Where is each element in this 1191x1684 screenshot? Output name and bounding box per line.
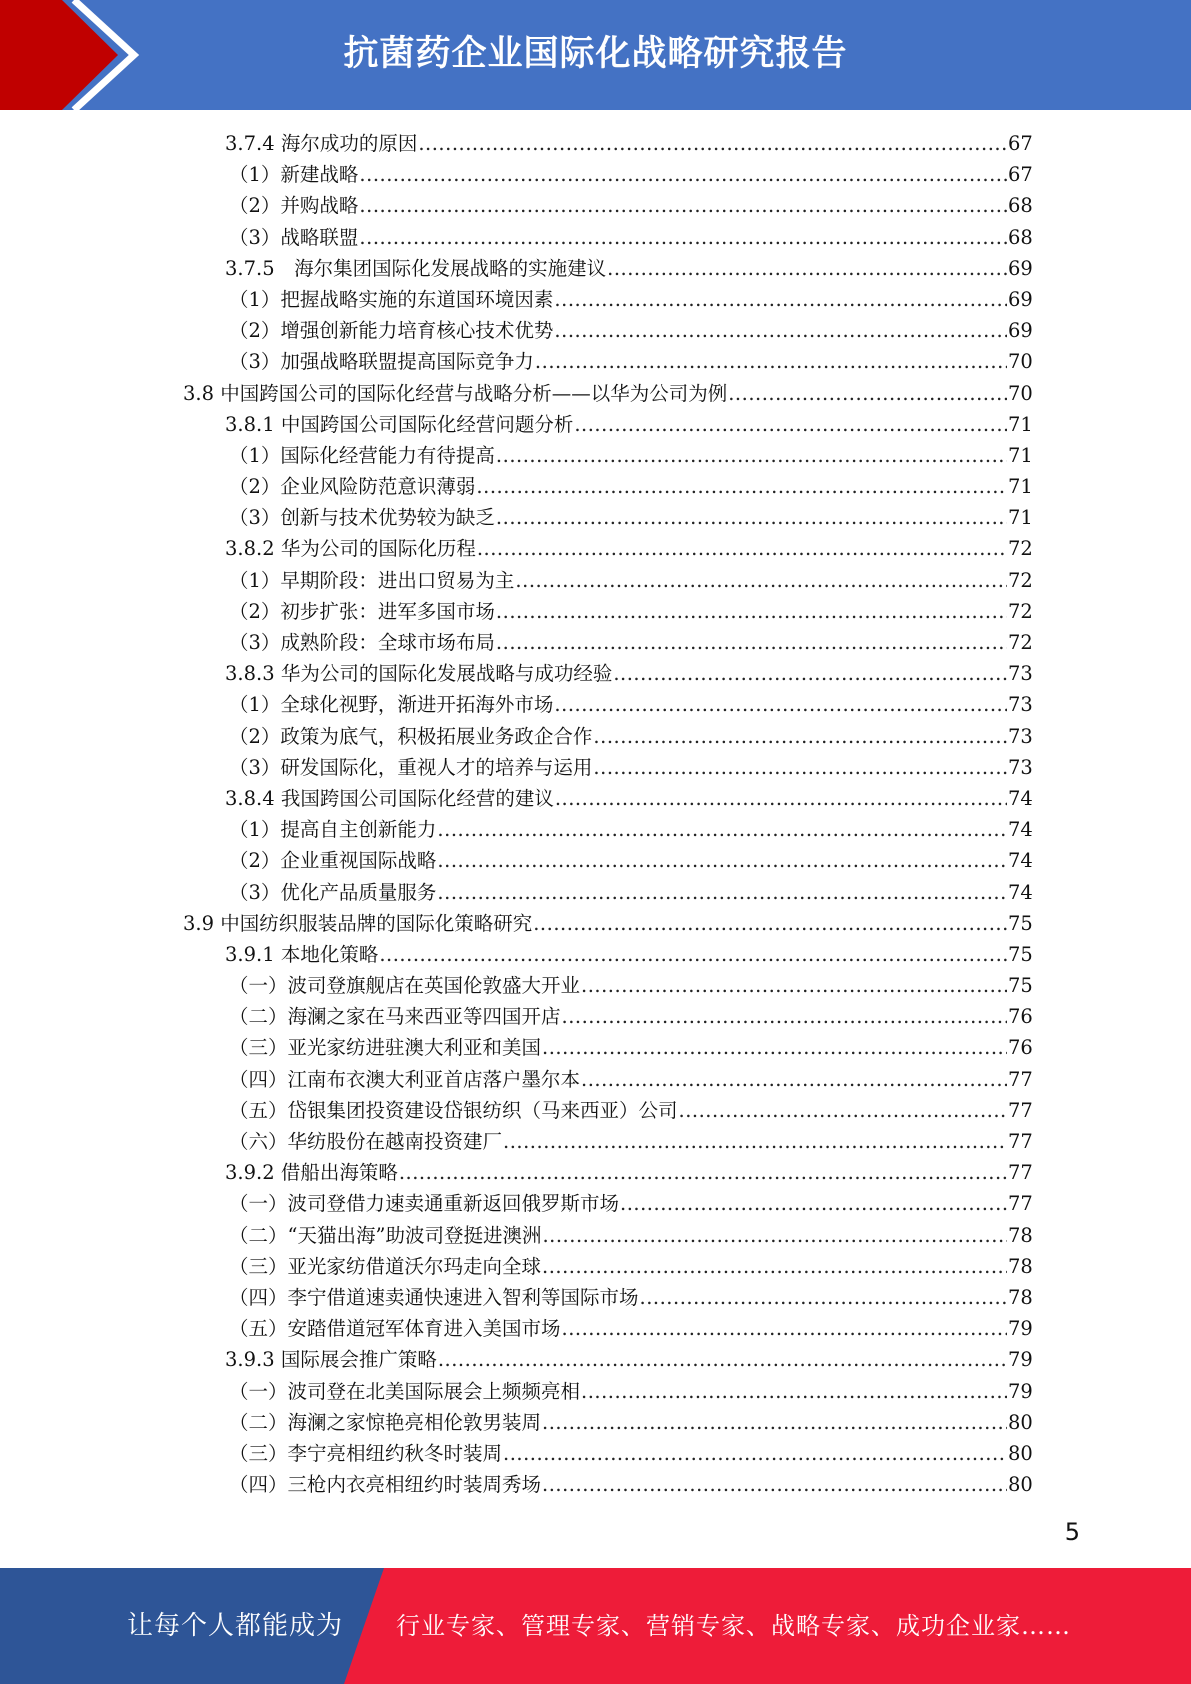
toc-entry[interactable]	[229, 440, 1191, 471]
toc-entry-title: （2）企业重视国际战略	[229, 849, 437, 873]
toc-dot-leader	[562, 1001, 1007, 1032]
toc-dot-leader	[581, 970, 1007, 1001]
toc-entry-title: 3.8.1 中国跨国公司国际化经营问题分析	[225, 412, 574, 436]
toc-dot-leader	[542, 1251, 1007, 1282]
toc-entry-page: 73	[1008, 755, 1033, 779]
toc-dot-leader	[496, 440, 1007, 471]
toc-dot-leader	[613, 658, 1007, 689]
toc-entry[interactable]	[229, 222, 1191, 253]
toc-entry-page: 71	[1008, 443, 1033, 467]
toc-entry[interactable]	[229, 845, 1191, 876]
toc-dot-leader	[555, 783, 1007, 814]
toc-entry-page: 78	[1008, 1254, 1033, 1278]
toc-entry-title: 3.7.4 海尔成功的原因	[225, 132, 418, 155]
toc-entry-page: 69	[1008, 319, 1033, 343]
toc-entry-page: 70	[1008, 381, 1033, 405]
toc-entry-page: 74	[1008, 786, 1033, 810]
toc-dot-leader	[437, 845, 1007, 876]
toc-entry-title: （2）企业风险防范意识薄弱	[229, 475, 476, 499]
toc-entry-title: （二）海澜之家在马来西亚等四国开店	[229, 1005, 561, 1029]
toc-entry-page: 72	[1008, 631, 1033, 654]
toc-entry-page: 67	[1008, 163, 1033, 187]
toc-dot-leader	[593, 721, 1007, 752]
toc-entry-title: （四）江南布衣澳大利亚首店落户墨尔本	[229, 1067, 581, 1091]
toc-entry-title: （1）国际化经营能力有待提高	[229, 443, 495, 467]
toc-entry-title: （一）波司登在北美国际展会上频频亮相	[229, 1379, 581, 1403]
toc-entry[interactable]	[229, 814, 1191, 845]
toc-entry-page: 75	[1008, 911, 1033, 935]
toc-dot-leader	[542, 1469, 1007, 1500]
toc-entry[interactable]	[225, 1344, 1191, 1375]
toc-dot-leader	[496, 627, 1007, 658]
toc-entry-page: 72	[1008, 599, 1033, 623]
toc-entry[interactable]	[229, 1064, 1191, 1095]
toc-entry[interactable]	[229, 877, 1191, 908]
toc-entry-page: 74	[1008, 880, 1033, 904]
toc-entry-title: （四）李宁借道速卖通快速进入智利等国际市场	[229, 1285, 639, 1309]
toc-entry-title: （三）亚光家纺进驻澳大利亚和美国	[229, 1036, 542, 1060]
toc-entry[interactable]	[225, 658, 1191, 689]
toc-dot-leader	[554, 689, 1007, 720]
toc-entry-title: （3）优化产品质量服务	[229, 880, 437, 904]
toc-entry[interactable]	[229, 1251, 1191, 1282]
toc-dot-leader	[359, 222, 1007, 253]
toc-dot-leader	[399, 1157, 1007, 1188]
toc-entry-page: 78	[1008, 1223, 1033, 1247]
toc-entry-title: （一）波司登借力速卖通重新返回俄罗斯市场	[229, 1192, 620, 1216]
toc-dot-leader	[503, 1126, 1007, 1157]
toc-entry[interactable]	[229, 1407, 1191, 1438]
toc-dot-leader	[476, 471, 1007, 502]
toc-entry[interactable]	[229, 627, 1191, 658]
toc-entry-page: 76	[1008, 1036, 1033, 1060]
toc-dot-leader	[581, 1064, 1007, 1095]
toc-entry[interactable]	[229, 596, 1191, 627]
toc-entry[interactable]	[229, 1438, 1191, 1469]
toc-entry-title: 3.7.5 海尔集团国际化发展战略的实施建议	[225, 256, 607, 280]
toc-dot-leader	[554, 315, 1007, 346]
toc-entry-page: 78	[1008, 1285, 1033, 1309]
toc-entry-title: 3.8.4 我国跨国公司国际化经营的建议	[225, 786, 554, 810]
toc-dot-leader	[574, 409, 1007, 440]
toc-entry-title: （四）三枪内衣亮相纽约时装周秀场	[229, 1473, 542, 1497]
toc-dot-leader	[418, 128, 1007, 159]
toc-entry[interactable]	[229, 1126, 1191, 1157]
toc-entry[interactable]	[229, 689, 1191, 720]
toc-entry-title: （3）加强战略联盟提高国际竞争力	[229, 350, 534, 374]
toc-entry-title: （3）创新与技术优势较为缺乏	[229, 506, 495, 530]
toc-entry-page: 73	[1008, 662, 1033, 686]
page-footer	[0, 1568, 1191, 1684]
toc-entry[interactable]	[229, 315, 1191, 346]
toc-dot-leader	[437, 814, 1007, 845]
toc-dot-leader	[477, 533, 1007, 564]
toc-entry-page: 68	[1008, 225, 1033, 249]
toc-entry[interactable]	[225, 128, 1191, 159]
toc-dot-leader	[620, 1188, 1007, 1219]
toc-entry[interactable]	[229, 565, 1191, 596]
toc-dot-leader	[533, 908, 1007, 939]
toc-entry[interactable]	[229, 284, 1191, 315]
toc-entry-title: （2）初步扩张：进军多国市场	[229, 599, 495, 623]
toc-entry-page: 71	[1008, 475, 1033, 499]
toc-entry-title: （3）研发国际化，重视人才的培养与运用	[229, 755, 593, 779]
toc-entry[interactable]	[225, 533, 1191, 564]
page-number: 5	[1064, 1518, 1080, 1546]
toc-entry-page: 77	[1008, 1067, 1033, 1091]
toc-entry-page: 79	[1008, 1348, 1033, 1372]
toc-entry-page: 71	[1008, 412, 1033, 436]
toc-dot-leader	[728, 378, 1007, 409]
toc-entry-page: 80	[1008, 1441, 1033, 1465]
toc-entry-page: 80	[1008, 1473, 1033, 1497]
toc-entry[interactable]	[229, 1032, 1191, 1063]
toc-entry-title: （三）亚光家纺借道沃尔玛走向全球	[229, 1254, 542, 1278]
toc-entry-page: 68	[1008, 194, 1033, 218]
toc-entry-title: 3.9.1 本地化策略	[225, 942, 379, 966]
toc-entry-title: （2）政策为底气，积极拓展业务政企合作	[229, 724, 593, 748]
toc-entry-page: 77	[1008, 1130, 1033, 1153]
toc-entry-title: （一）波司登旗舰店在英国伦敦盛大开业	[229, 974, 581, 998]
toc-dot-leader	[437, 877, 1007, 908]
toc-entry[interactable]	[229, 1313, 1191, 1344]
toc-entry-title: （3）战略联盟	[229, 225, 359, 249]
toc-dot-leader	[496, 596, 1007, 627]
toc-entry[interactable]	[229, 471, 1191, 502]
toc-entry[interactable]	[229, 1376, 1191, 1407]
page-header	[0, 0, 1191, 110]
toc-entry-title: （1）全球化视野，渐进开拓海外市场	[229, 693, 554, 717]
toc-entry-page: 71	[1008, 506, 1033, 530]
toc-entry[interactable]	[229, 159, 1191, 190]
toc-dot-leader	[379, 939, 1007, 970]
toc-entry[interactable]	[229, 1188, 1191, 1219]
toc-entry-page: 73	[1008, 693, 1033, 717]
toc-entry-page: 67	[1008, 132, 1033, 155]
toc-dot-leader	[607, 253, 1007, 284]
toc-entry-title: （二）“天猫出海”助波司登挺进澳洲	[229, 1223, 542, 1247]
toc-dot-leader	[359, 159, 1007, 190]
toc-entry-page: 72	[1008, 568, 1033, 592]
toc-entry-title: 3.8.3 华为公司的国际化发展战略与成功经验	[225, 662, 613, 686]
toc-entry[interactable]	[225, 409, 1191, 440]
toc-dot-leader	[496, 502, 1007, 533]
toc-dot-leader	[438, 1344, 1007, 1375]
toc-entry-title: （二）海澜之家惊艳亮相伦敦男装周	[229, 1410, 542, 1434]
toc-entry-page: 75	[1008, 974, 1033, 998]
toc-entry[interactable]	[229, 1469, 1191, 1500]
toc-entry-title: 3.9.2 借船出海策略	[225, 1161, 398, 1185]
toc-dot-leader	[542, 1407, 1007, 1438]
toc-entry-title: （2）增强创新能力培育核心技术优势	[229, 319, 554, 343]
toc-entry-page: 70	[1008, 350, 1033, 374]
toc-entry-page: 80	[1008, 1410, 1033, 1434]
toc-dot-leader	[562, 1313, 1007, 1344]
toc-entry-page: 74	[1008, 818, 1033, 842]
toc-entry-page: 72	[1008, 537, 1033, 561]
toc-entry-title: （五）安踏借道冠军体育进入美国市场	[229, 1317, 561, 1341]
toc-entry[interactable]	[229, 1095, 1191, 1126]
report-title: 抗菌药企业国际化战略研究报告	[343, 34, 848, 74]
toc-entry-page: 79	[1008, 1379, 1033, 1403]
toc-entry-page: 69	[1008, 256, 1033, 280]
toc-entry-title: （三）李宁亮相纽约秋冬时装周	[229, 1441, 503, 1465]
toc-dot-leader	[542, 1032, 1007, 1063]
footer-slogan-right: 行业专家、管理专家、营销专家、战略专家、成功企业家……	[396, 1612, 1071, 1640]
toc-entry-page: 74	[1008, 849, 1033, 873]
toc-entry-title: 3.9.3 国际展会推广策略	[225, 1348, 437, 1372]
toc-entry[interactable]	[225, 783, 1191, 814]
toc-entry[interactable]	[183, 378, 1191, 409]
toc-dot-leader	[503, 1438, 1007, 1469]
toc-dot-leader	[581, 1376, 1007, 1407]
toc-entry[interactable]	[225, 1157, 1191, 1188]
toc-entry-page: 77	[1008, 1161, 1033, 1185]
toc-entry-title: （1）把握战略实施的东道国环境因素	[229, 287, 554, 311]
toc-entry-title: （1）早期阶段：进出口贸易为主	[229, 568, 515, 592]
toc-dot-leader	[515, 565, 1007, 596]
toc-entry[interactable]	[229, 970, 1191, 1001]
toc-dot-leader	[640, 1282, 1007, 1313]
toc-entry[interactable]	[229, 1001, 1191, 1032]
toc-dot-leader	[593, 752, 1007, 783]
toc-entry-page: 73	[1008, 724, 1033, 748]
toc-entry-title: （3）成熟阶段：全球市场布局	[229, 631, 495, 654]
toc-entry[interactable]	[229, 1282, 1191, 1313]
toc-dot-leader	[359, 190, 1007, 221]
toc-dot-leader	[535, 346, 1007, 377]
toc-entry-title: （1）提高自主创新能力	[229, 818, 437, 842]
toc-entry[interactable]	[229, 502, 1191, 533]
toc-entry[interactable]	[229, 190, 1191, 221]
toc-entry-title: 3.8 中国跨国公司的国际化经营与战略分析——以华为公司为例	[183, 381, 728, 405]
toc-entry[interactable]	[225, 939, 1191, 970]
toc-entry-page: 69	[1008, 287, 1033, 311]
toc-entry[interactable]	[229, 721, 1191, 752]
toc-entry-page: 77	[1008, 1192, 1033, 1216]
toc-entry-page: 76	[1008, 1005, 1033, 1029]
toc-entry-title: （五）岱银集团投资建设岱银纺织（马来西亚）公司	[229, 1098, 678, 1122]
toc-entry-title: （六）华纺股份在越南投资建厂	[229, 1130, 503, 1153]
toc-entry[interactable]	[229, 346, 1191, 377]
toc-entry-title: （1）新建战略	[229, 163, 359, 187]
toc-entry-title: 3.9 中国纺织服装品牌的国际化策略研究	[183, 911, 533, 935]
toc-entry[interactable]	[229, 1220, 1191, 1251]
toc-dot-leader	[542, 1220, 1007, 1251]
toc-entry-page: 77	[1008, 1098, 1033, 1122]
toc-entry-title: （2）并购战略	[229, 194, 359, 218]
toc-entry-title: 3.8.2 华为公司的国际化历程	[225, 537, 476, 561]
toc-dot-leader	[554, 284, 1007, 315]
footer-slogan-left: 让每个人都能成为	[126, 1611, 343, 1641]
toc-dot-leader	[679, 1095, 1007, 1126]
toc-entry-page: 75	[1008, 942, 1033, 966]
toc-entry[interactable]	[229, 752, 1191, 783]
toc-entry[interactable]	[225, 253, 1191, 284]
toc-entry-page: 79	[1008, 1317, 1033, 1341]
table-of-contents	[0, 128, 1191, 1500]
toc-entry[interactable]	[183, 908, 1191, 939]
